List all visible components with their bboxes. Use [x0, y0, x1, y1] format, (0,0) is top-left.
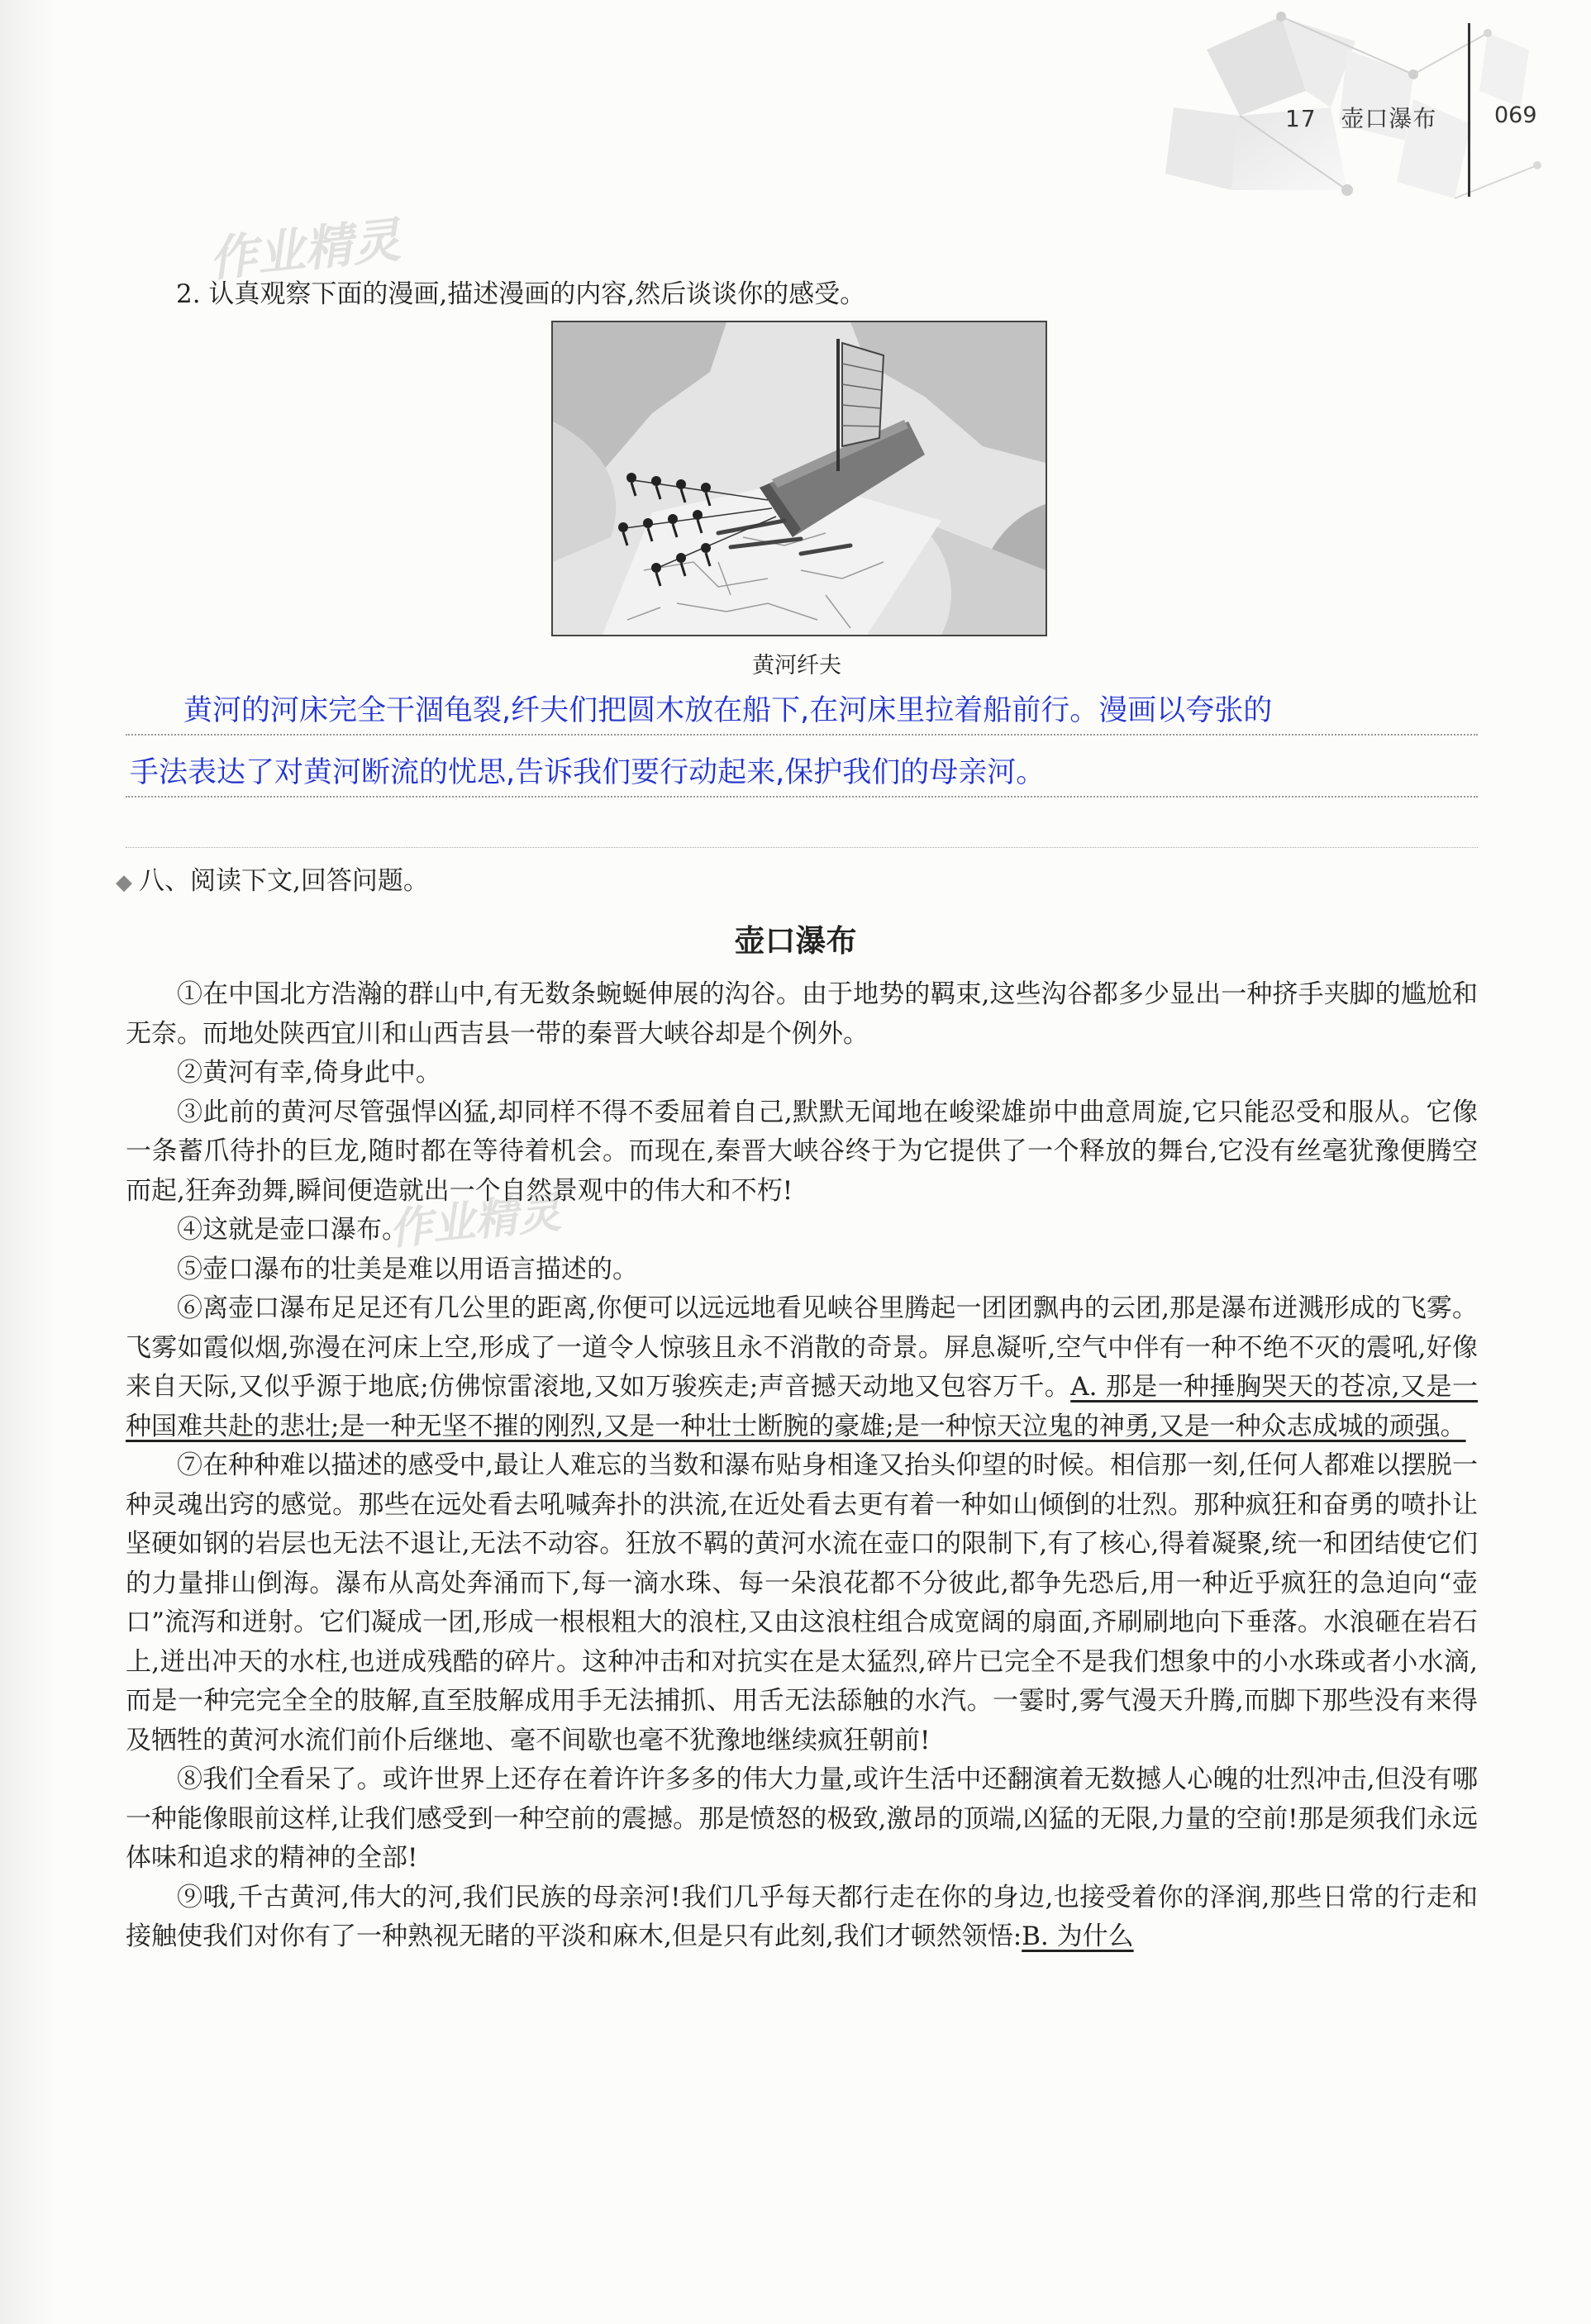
cartoon-caption: 黄河纤夫	[752, 653, 841, 679]
header-divider	[1468, 23, 1470, 197]
section-8-heading-text: 八、阅读下文,回答问题。	[139, 866, 429, 896]
cartoon-illustration	[551, 321, 1047, 636]
underlined-sentence-b: B. 为什么	[1022, 1922, 1134, 1951]
paragraph-1: ①在中国北方浩瀚的群山中,有无数条蜿蜒伸展的沟谷。由于地势的羁束,这些沟谷都多少显出一种挤手夹脚的尴尬和无奈。而地处陕西宜川和山西吉县一带的秦晋大峡谷却是个例外。	[126, 979, 1478, 1049]
passage-body	[126, 975, 1478, 1957]
paragraph-6	[126, 1289, 1478, 1446]
passage-title: 壶口瀑布	[734, 923, 857, 959]
chapter-title: 壶口瀑布	[1341, 105, 1437, 132]
paragraph-2: ②黄河有幸,倚身此中。	[177, 1058, 441, 1088]
watermark: 作业精灵	[206, 212, 403, 288]
section-separator	[126, 847, 1478, 848]
paragraph-6-text: ⑥离壶口瀑布足足还有几公里的距离,你便可以远远地看见峡谷里腾起一团团飘冉的云团,那是瀑布迸溅形成的飞雾。飞雾如霞似烟,弥漫在河床上空,形成了一道令人惊骇且永不消散的奇景。屏息凝听,空气中伴有一种不绝不灭的震吼,好像来自天际,又似乎源于地底;仿佛惊雷滚地,又如万骏疾走;声音撼天动地又包容万千。	[126, 1293, 1478, 1402]
section-8-heading	[116, 860, 429, 897]
handwritten-answer-line-2: 手法表达了对黄河断流的忧思,告诉我们要行动起来,保护我们的母亲河。	[130, 756, 1046, 789]
paragraph-9-text: ⑨哦,千古黄河,伟大的河,我们民族的母亲河!我们几乎每天都行走在你的身边,也接受着你的泽润,那些日常的行走和接触使我们对你有了一种熟视无睹的平淡和麻木,但是只有此刻,我们才顿然领悟:	[126, 1882, 1478, 1951]
paragraph-7: ⑦在种种难以描述的感受中,最让人难忘的当数和瀑布贴身相逢又抬头仰望的时候。相信那一刻,任何人都难以摆脱一种灵魂出窍的感觉。那些在远处看去吼喊奔扑的洪流,在近处看去更有着一种如山倾倒的壮烈。那种疯狂和奋勇的喷扑让坚硬如钢的岩层也无法不退让,无法不动容。狂放不羁的黄河水流在壶口的限制下,有了核心,得着凝聚,统一和团结使它们的力量排山倒海。瀑布从高处奔涌而下,每一滴水珠、每一朵浪花都不分彼此,都争先恐后,用一种近乎疯狂的急迫向“壶口”流泻和迸射。它们凝成一团,形成一根根粗大的浪柱,又由这浪柱组合成宽阔的扇面,齐刷刷地向下垂落。水浪砸在岩石上,迸出冲天的水柱,也迸成残酷的碎片。这种冲击和对抗实在是太猛烈,碎片已完全不是我们想象中的小水珠或者小水滴,而是一种完完全全的肢解,直至肢解成用手无法捕抓、用舌无法舔触的水汽。一霎时,雾气漫天升腾,而脚下那些没有来得及牺牲的黄河水流们前仆后继地、毫不间歇也毫不犹豫地继续疯狂朝前!	[126, 1450, 1478, 1755]
answer-line	[126, 734, 1478, 736]
paragraph-9	[126, 1879, 1478, 1957]
diamond-bullet-icon: ◆	[116, 870, 132, 895]
paragraph-3: ③此前的黄河尽管强悍凶猛,却同样不得不委屈着自己,默默无闻地在峻梁雄峁中曲意周旋,它只能忍受和服从。它像一条蓄爪待扑的巨龙,随时都在等待着机会。而现在,秦晋大峡谷终于为它提供了一个释放的舞台,它没有丝毫犹豫便腾空而起,狂奔劲舞,瞬间便造就出一个自然景观中的伟大和不朽!	[126, 1097, 1478, 1206]
chapter-label	[1285, 101, 1436, 134]
chapter-number: 17	[1285, 105, 1317, 132]
paragraph-5: ⑤壶口瀑布的壮美是难以用语言描述的。	[177, 1254, 638, 1284]
underlined-sentence-a: A. 那是一种捶胸哭天的苍凉,又是一种国难共赴的悲壮;是一种无坚不摧的刚烈,又是一种壮士断腕的豪雄;是一种惊天泣鬼的神勇,又是一种众志成城的顽强。	[126, 1372, 1479, 1441]
handwritten-answer-line-1: 黄河的河床完全干涸龟裂,纤夫们把圆木放在船下,在河床里拉着船前行。漫画以夸张的	[183, 694, 1273, 727]
page-binding-shadow	[0, 0, 58, 2324]
paragraph-4: ④这就是壶口瀑布。	[177, 1215, 407, 1245]
answer-line	[126, 796, 1478, 798]
page-number: 069	[1494, 102, 1537, 128]
watermark: 作业精灵	[387, 1188, 564, 1255]
paragraph-8: ⑧我们全看呆了。或许世界上还存在着许许多多的伟大力量,或许生活中还翻演着无数撼人心魄的壮烈冲击,但没有哪一种能像眼前这样,让我们感受到一种空前的震撼。那是愤怒的极致,激昂的顶端,凶猛的无限,力量的空前!那是须我们永远体味和追求的精神的全部!	[126, 1764, 1478, 1873]
question-2-prompt: 2. 认真观察下面的漫画,描述漫画的内容,然后谈谈你的感受。	[176, 279, 866, 309]
